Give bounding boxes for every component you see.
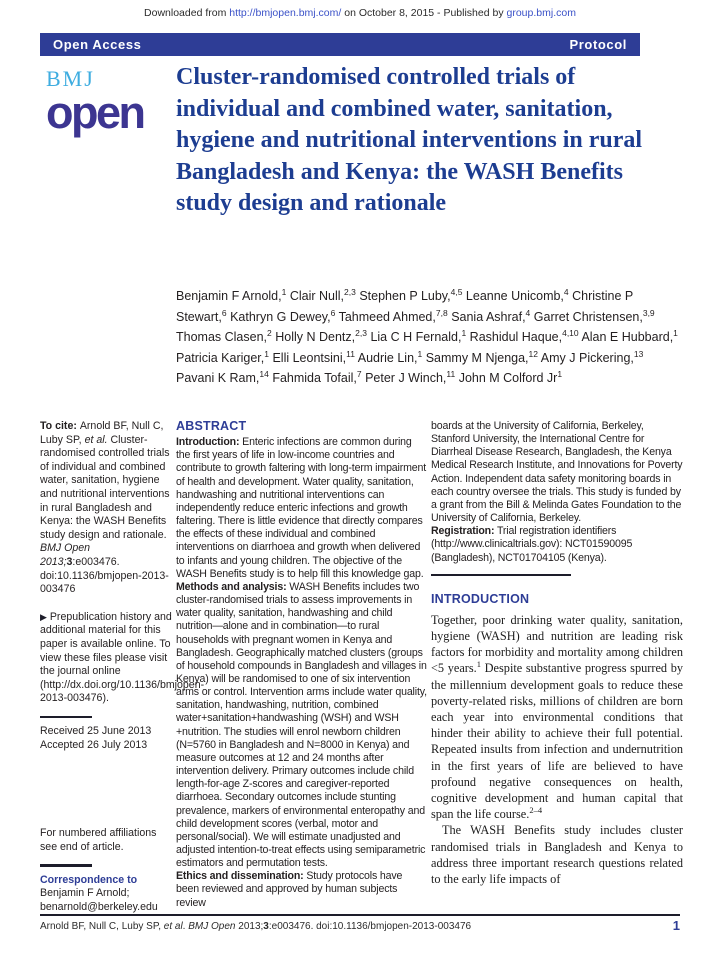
abstract-ethics-continued: boards at the University of California, Berkeley, Stanford University, the International Centre for Diarrheal Disease Research, Bangladesh, the Kenya Medical Research Institute, and Innovations for Poverty Action. Independent data safety monitoring boards in each country oversee the trials. This study is funded by a grant from the Bill & Melinda Gates Foundation to the University of California, Berkeley. — [431, 420, 683, 525]
open-logo-text: open — [46, 87, 144, 138]
footer-citation-sep: . — [182, 921, 189, 932]
abstract-column — [176, 420, 428, 910]
sidebar-correspondence-block — [40, 827, 172, 914]
to-cite-note — [40, 420, 172, 597]
to-cite-doi: :e003476. doi:10.1136/bmjopen-2013-003476 — [40, 555, 169, 596]
group-url-link[interactable]: group.bmj.com — [506, 7, 576, 19]
open-access-label: Open Access — [53, 37, 142, 52]
footer-citation-authors: Arnold BF, Null C, Luby SP, — [40, 921, 164, 932]
abstract-methods — [176, 581, 428, 870]
accepted-date: Accepted 26 July 2013 — [40, 738, 148, 751]
download-header — [0, 7, 720, 19]
footer-citation-volume: 3 — [263, 921, 269, 932]
abstract-methods-text: WASH Benefits includes two cluster-randomised trials to assess improvements in water quality, sanitation, handwashing and child nutrition—alone and in combination—to rural households with pregnant women in Kenya and Bangladesh. Geographically matched clusters (groups of household compounds in Bangladesh and villages in Kenya) will be randomised to one of six intervention arms or control. Intervention arms include water quality, sanitation, handwashing, nutrition, combined water+sanitation+handwashing (WSH) and WSH +nutrition. The studies will enrol newborn children (N=5760 in Bangladesh and N=8000 in Kenya) and measure outcomes at 12 and 24 months after intervention delivery. Primary outcomes include child length-for-age Z-scores and caregiver-reported diarrhoea. Secondary outcomes include stunting prevalence, markers of environmental enteropathy and child development scores (verbal, motor and personal/social). We will estimate unadjusted and adjusted intention-to-treat effects using semiparametric estimators and permutation tests. — [176, 580, 427, 870]
abstract-introduction-text: Enteric infections are common during the first years of life in low-income countries and contribute to growth faltering with long-term impairment of health and development. Water quality, sanitation, handwashing and nutritional interventions can independently reduce enteric infections and growth faltering. There is little evidence that directly compares the effects of these individual and combined interventions on diarrhoea and growth when delivered to infants and young children. The objective of the WASH Benefits study is to help fill this knowledge gap. — [176, 436, 427, 580]
download-header-middle: on October 8, 2015 - Published by — [341, 7, 507, 19]
introduction-paragraph-1-text-b: Despite substantive progress spurred by the millennium development goals to reduce these poverty-related risks, millions of children are born each year into environmental conditions that hinder their ability to achieve their full potential. Repeated insults from infection and undernutrition in the first years of life are believed to have profound negative consequences on health, cognitive development and human capital that span the life course. — [431, 661, 683, 822]
to-cite-journal: BMJ Open — [40, 542, 91, 555]
to-cite-volume: 3 — [66, 555, 73, 568]
correspondence-email[interactable]: benarnold@berkeley.edu — [40, 900, 158, 913]
to-cite-etal: et al. — [84, 433, 108, 446]
introduction-heading: INTRODUCTION — [431, 591, 530, 606]
footer-citation — [40, 921, 600, 932]
abstract-methods-label: Methods and analysis: — [176, 580, 287, 593]
footer-citation-etal: et al — [163, 921, 183, 932]
abstract-registration-text: Trial registration identifiers (http://www.clinicaltrials.gov): NCT01590095 (Bangladesh), NCT01704105 (Kenya). — [431, 525, 633, 564]
page-number: 1 — [672, 918, 680, 933]
bmj-open-logo — [46, 66, 171, 138]
right-column — [431, 420, 683, 887]
journal-url-link[interactable]: http://bmjopen.bmj.com/ — [229, 7, 342, 19]
abstract-introduction — [176, 436, 428, 581]
prepublication-note — [40, 610, 205, 706]
prepublication-text: Prepublication history and additional material for this paper is available online. To view these files please visit the journal online (http://dx.doi.org/10.1136/bmjopen-2013-003476). — [40, 610, 205, 705]
arrow-bullet-icon: ▶ — [40, 611, 47, 622]
abstract-registration-label: Registration: — [431, 525, 495, 538]
introduction-body — [431, 612, 683, 887]
bmj-logo-text: BMJ — [46, 66, 95, 91]
sidebar-divider — [40, 864, 92, 867]
correspondence-name: Benjamin F Arnold; — [40, 887, 130, 900]
to-cite-text: Arnold BF, Null C, Luby SP, — [40, 420, 164, 446]
abstract-registration — [431, 525, 683, 564]
download-header-prefix: Downloaded from — [144, 7, 230, 19]
sidebar-citation-block — [40, 420, 205, 753]
protocol-label: Protocol — [569, 37, 627, 52]
affiliations-note: For numbered affiliations see end of article. — [40, 827, 157, 853]
abstract-ethics — [176, 870, 428, 909]
introduction-paragraph-1 — [431, 612, 683, 823]
to-cite-label: To cite: — [40, 420, 80, 432]
footer-citation-doi: :e003476. doi:10.1136/bmjopen-2013-003476 — [268, 921, 472, 932]
introduction-paragraph-2: The WASH Benefits study includes cluster randomised trials in Bangladesh and Kenya to address three important research questions related to the early life impacts of — [431, 823, 683, 886]
abstract-ethics-text: Study protocols have been reviewed and approved by human subjects review — [176, 870, 403, 909]
to-cite-year: 2013; — [40, 555, 67, 568]
introduction-paragraph-1-text: Together, poor drinking water quality, sanitation, hygiene (WASH) and nutrition are leading risk factors for morbidity and mortality among children <5 years. — [431, 612, 683, 676]
abstract-introduction-label: Introduction: — [176, 436, 240, 449]
received-date: Received 25 June 2013 — [40, 725, 152, 738]
abstract-heading: ABSTRACT — [176, 419, 247, 433]
reference-superscript-2-4[interactable]: 2–4 — [529, 805, 543, 816]
footer-citation-year: 2013; — [235, 921, 264, 932]
correspondence-label: Correspondence to — [40, 873, 138, 886]
footer-divider — [40, 914, 680, 916]
footer-citation-journal: BMJ Open — [188, 921, 236, 932]
reference-superscript-1[interactable]: 1 — [476, 659, 482, 670]
abstract-ethics-label: Ethics and dissemination: — [176, 870, 304, 883]
sidebar-divider — [40, 716, 92, 719]
abstract-end-divider — [431, 574, 571, 576]
author-list: Benjamin F Arnold,$^1$ Clair Null,$^{2,3}$ Stephen P Luby,$^{4,5}$ Leanne Unicomb,$^4$ Christine P Stewart,$^6$ Kathryn G Dewey,$^6$ Tahmeed Ahmed,$^{7,8}$ Sania Ashraf,$^4$ Garret Christensen,$^{3,9}$ Thomas Clasen,$^2$ Holly N Dentz,$^{2,3}$ Lia C H Fernald,$^1$ Rashidul Haque,$^{4,10}$ Alan E Hubbard,$^1$ Patricia Kariger,$^1$ Elli Leontsini,$^{11}$ Audrie Lin,$^1$ Sammy M Njenga,$^{12}$ Amy J Pickering,$^{13}$ Pavani K Ram,$^{14}$ Fahmida Tofail,$^7$ Peter J Winch,$^{11}$ John M Colford Jr$^1$ — [176, 287, 678, 386]
to-cite-text2: Cluster-randomised controlled trials of individual and combined water, sanitation, hygiene and nutritional interventions in rural Bangladesh and Kenya: the WASH Benefits study design and rationale. — [40, 433, 170, 541]
article-title: Cluster-randomised controlled trials of individual and combined water, sanitation, hygiene and nutritional interventions in rural Bangladesh and Kenya: the WASH Benefits study design and rationale — [176, 64, 643, 216]
abstract-continuation — [431, 420, 683, 576]
banner — [40, 33, 640, 56]
